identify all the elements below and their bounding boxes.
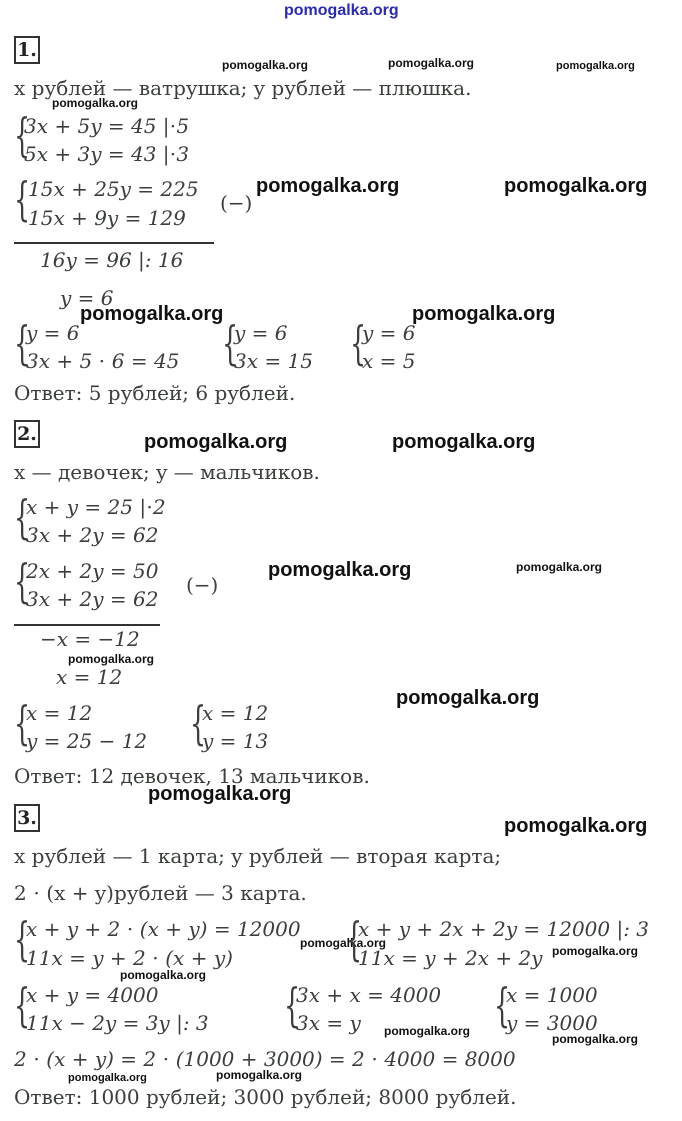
- header-watermark[interactable]: pomogalka.org: [284, 2, 399, 19]
- watermark: pomogalka.org: [516, 560, 603, 574]
- watermark: pomogalka.org: [256, 175, 400, 197]
- equation: y = 6: [60, 286, 114, 310]
- task-number: 2.: [14, 420, 40, 448]
- equation: 15x + 25y = 225: [28, 177, 199, 201]
- system-brace: {: [14, 554, 31, 608]
- system-brace: {: [14, 912, 31, 966]
- watermark: pomogalka.org: [268, 559, 412, 581]
- equation: 11x − 2y = 3y |: 3: [26, 1011, 209, 1035]
- equation: x = 12: [202, 701, 269, 725]
- equation: 3x = y: [296, 1011, 361, 1035]
- equation: y = 6: [362, 321, 416, 345]
- equation: x = 5: [362, 349, 416, 373]
- equation: x + y + 2x + 2y = 12000 |: 3: [358, 917, 650, 941]
- task-number: 3.: [14, 804, 40, 832]
- watermark: pomogalka.org: [388, 56, 475, 70]
- equation: y = 13: [202, 729, 269, 753]
- watermark: pomogalka.org: [68, 652, 155, 666]
- watermark: pomogalka.org: [120, 968, 207, 982]
- equation: 2x + 2y = 50: [26, 559, 159, 583]
- equation: x + y = 25 |⋅2: [26, 495, 166, 519]
- answer: Ответ: 5 рублей; 6 рублей.: [14, 381, 296, 405]
- watermark: pomogalka.org: [504, 815, 648, 837]
- system-brace: {: [14, 172, 31, 226]
- watermark: pomogalka.org: [396, 687, 540, 709]
- system-brace: {: [14, 316, 31, 370]
- equation: x = 12: [26, 701, 93, 725]
- equation: y = 25 − 12: [26, 729, 148, 753]
- equation: −x = −12: [40, 627, 140, 651]
- system-brace: {: [14, 108, 31, 162]
- system-brace: {: [14, 696, 31, 750]
- equation: x = 1000: [506, 983, 598, 1007]
- subtract-sign: (−): [220, 191, 253, 215]
- equation: 15x + 9y = 129: [28, 206, 186, 230]
- subtract-sign: (−): [186, 573, 219, 597]
- system-brace: {: [346, 912, 363, 966]
- watermark: pomogalka.org: [216, 1068, 303, 1082]
- divider-line: [14, 242, 214, 244]
- equation: 11x = y + 2x + 2y: [358, 946, 543, 970]
- equation: x + y = 4000: [26, 983, 159, 1007]
- system-brace: {: [222, 316, 239, 370]
- equation: y = 6: [26, 321, 80, 345]
- equation: 3x + 2y = 62: [26, 587, 159, 611]
- equation: 3x = 15: [234, 349, 313, 373]
- watermark: pomogalka.org: [80, 303, 224, 325]
- watermark: pomogalka.org: [392, 431, 536, 453]
- equation: 3x + x = 4000: [296, 983, 442, 1007]
- equation: 3x + 5y = 45 |⋅5: [24, 114, 190, 138]
- equation: 2 ⋅ (x + y) = 2 ⋅ (1000 + 3000) = 2 ⋅ 4000 = 8000: [14, 1047, 516, 1071]
- equation: 5x + 3y = 43 |⋅3: [24, 142, 190, 166]
- equation: 11x = y + 2 ⋅ (x + y): [26, 946, 233, 970]
- answer: Ответ: 12 девочек, 13 мальчиков.: [14, 764, 370, 788]
- equation: 3x + 5 ⋅ 6 = 45: [26, 349, 180, 373]
- watermark: pomogalka.org: [52, 96, 139, 110]
- watermark: pomogalka.org: [148, 783, 292, 805]
- watermark: pomogalka.org: [552, 944, 639, 958]
- watermark: pomogalka.org: [222, 58, 309, 72]
- watermark: pomogalka.org: [300, 936, 387, 950]
- system-brace: {: [350, 316, 367, 370]
- watermark: pomogalka.org: [504, 175, 648, 197]
- answer: Ответ: 1000 рублей; 3000 рублей; 8000 рублей.: [14, 1085, 517, 1109]
- equation: y = 6: [234, 321, 288, 345]
- system-brace: {: [14, 490, 31, 544]
- watermark: pomogalka.org: [144, 431, 288, 453]
- watermark: pomogalka.org: [552, 1032, 639, 1046]
- task-intro: 2 ⋅ (x + y)рублей — 3 карта.: [14, 881, 307, 905]
- system-brace: {: [494, 978, 511, 1032]
- equation: 16y = 96 |: 16: [40, 248, 184, 272]
- watermark: pomogalka.org: [556, 60, 635, 72]
- task-intro: x рублей — 1 карта; y рублей — вторая карта;: [14, 844, 502, 868]
- system-brace: {: [14, 978, 31, 1032]
- equation: y = 3000: [506, 1011, 598, 1035]
- watermark: pomogalka.org: [412, 303, 556, 325]
- equation: x + y + 2 ⋅ (x + y) = 12000: [26, 917, 301, 941]
- watermark: pomogalka.org: [384, 1024, 471, 1038]
- system-brace: {: [284, 978, 301, 1032]
- equation: 3x + 2y = 62: [26, 523, 159, 547]
- task-number: 1.: [14, 36, 40, 64]
- system-brace: {: [190, 696, 207, 750]
- equation: x = 12: [56, 665, 123, 689]
- watermark: pomogalka.org: [68, 1072, 147, 1084]
- task-intro: x — девочек; y — мальчиков.: [14, 460, 320, 484]
- task-intro: x рублей — ватрушка; y рублей — плюшка.: [14, 76, 472, 100]
